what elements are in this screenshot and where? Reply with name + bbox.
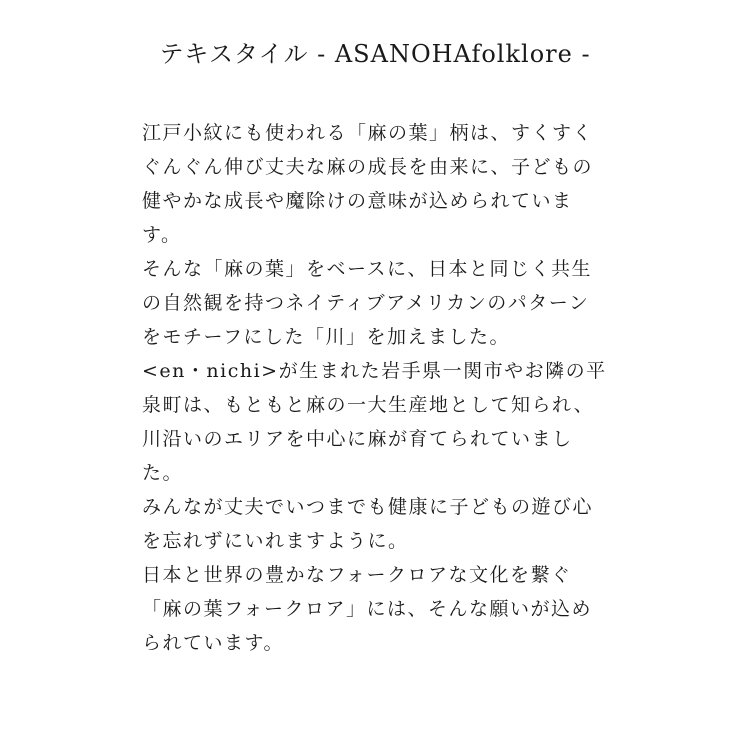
text-line: 川沿いのエリアを中心に麻が育てられていまし — [142, 428, 573, 450]
text-line: の自然観を持つネイティブアメリカンのパターン — [142, 292, 590, 314]
text-line: す。 — [142, 224, 182, 246]
text-line: 日本と世界の豊かなフォークロアな文化を繋ぐ — [142, 564, 572, 586]
text-line: 泉町は、もともと麻の一大生産地として知られ、 — [142, 394, 595, 416]
text-line: た。 — [142, 462, 184, 484]
text-line: <en・nichi>が生まれた岩手県一関市やお隣の平 — [142, 360, 607, 382]
text-line: をモチーフにした「川」を加えました。 — [142, 326, 511, 348]
text-line: みんなが丈夫でいつまでも健康に子どもの遊び心 — [142, 496, 594, 518]
text-line: を忘れずにいれますように。 — [142, 530, 409, 552]
text-line: られています。 — [142, 632, 284, 654]
text-line: 健やかな成長や魔除けの意味が込められていま — [142, 190, 573, 212]
text-line: 「麻の葉フォークロア」には、そんな願いが込め — [142, 598, 593, 620]
page-title: テキスタイル - ASANOHAfolklore - — [159, 40, 591, 68]
text-line: ぐんぐん伸び丈夫な麻の成長を由来に、子どもの — [142, 156, 594, 178]
text-line: そんな「麻の葉」をベースに、日本と同じく共生 — [142, 258, 593, 280]
text-line: 江戸小紋にも使われる「麻の葉」柄は、すくすく — [142, 122, 594, 144]
body-text — [142, 116, 622, 660]
